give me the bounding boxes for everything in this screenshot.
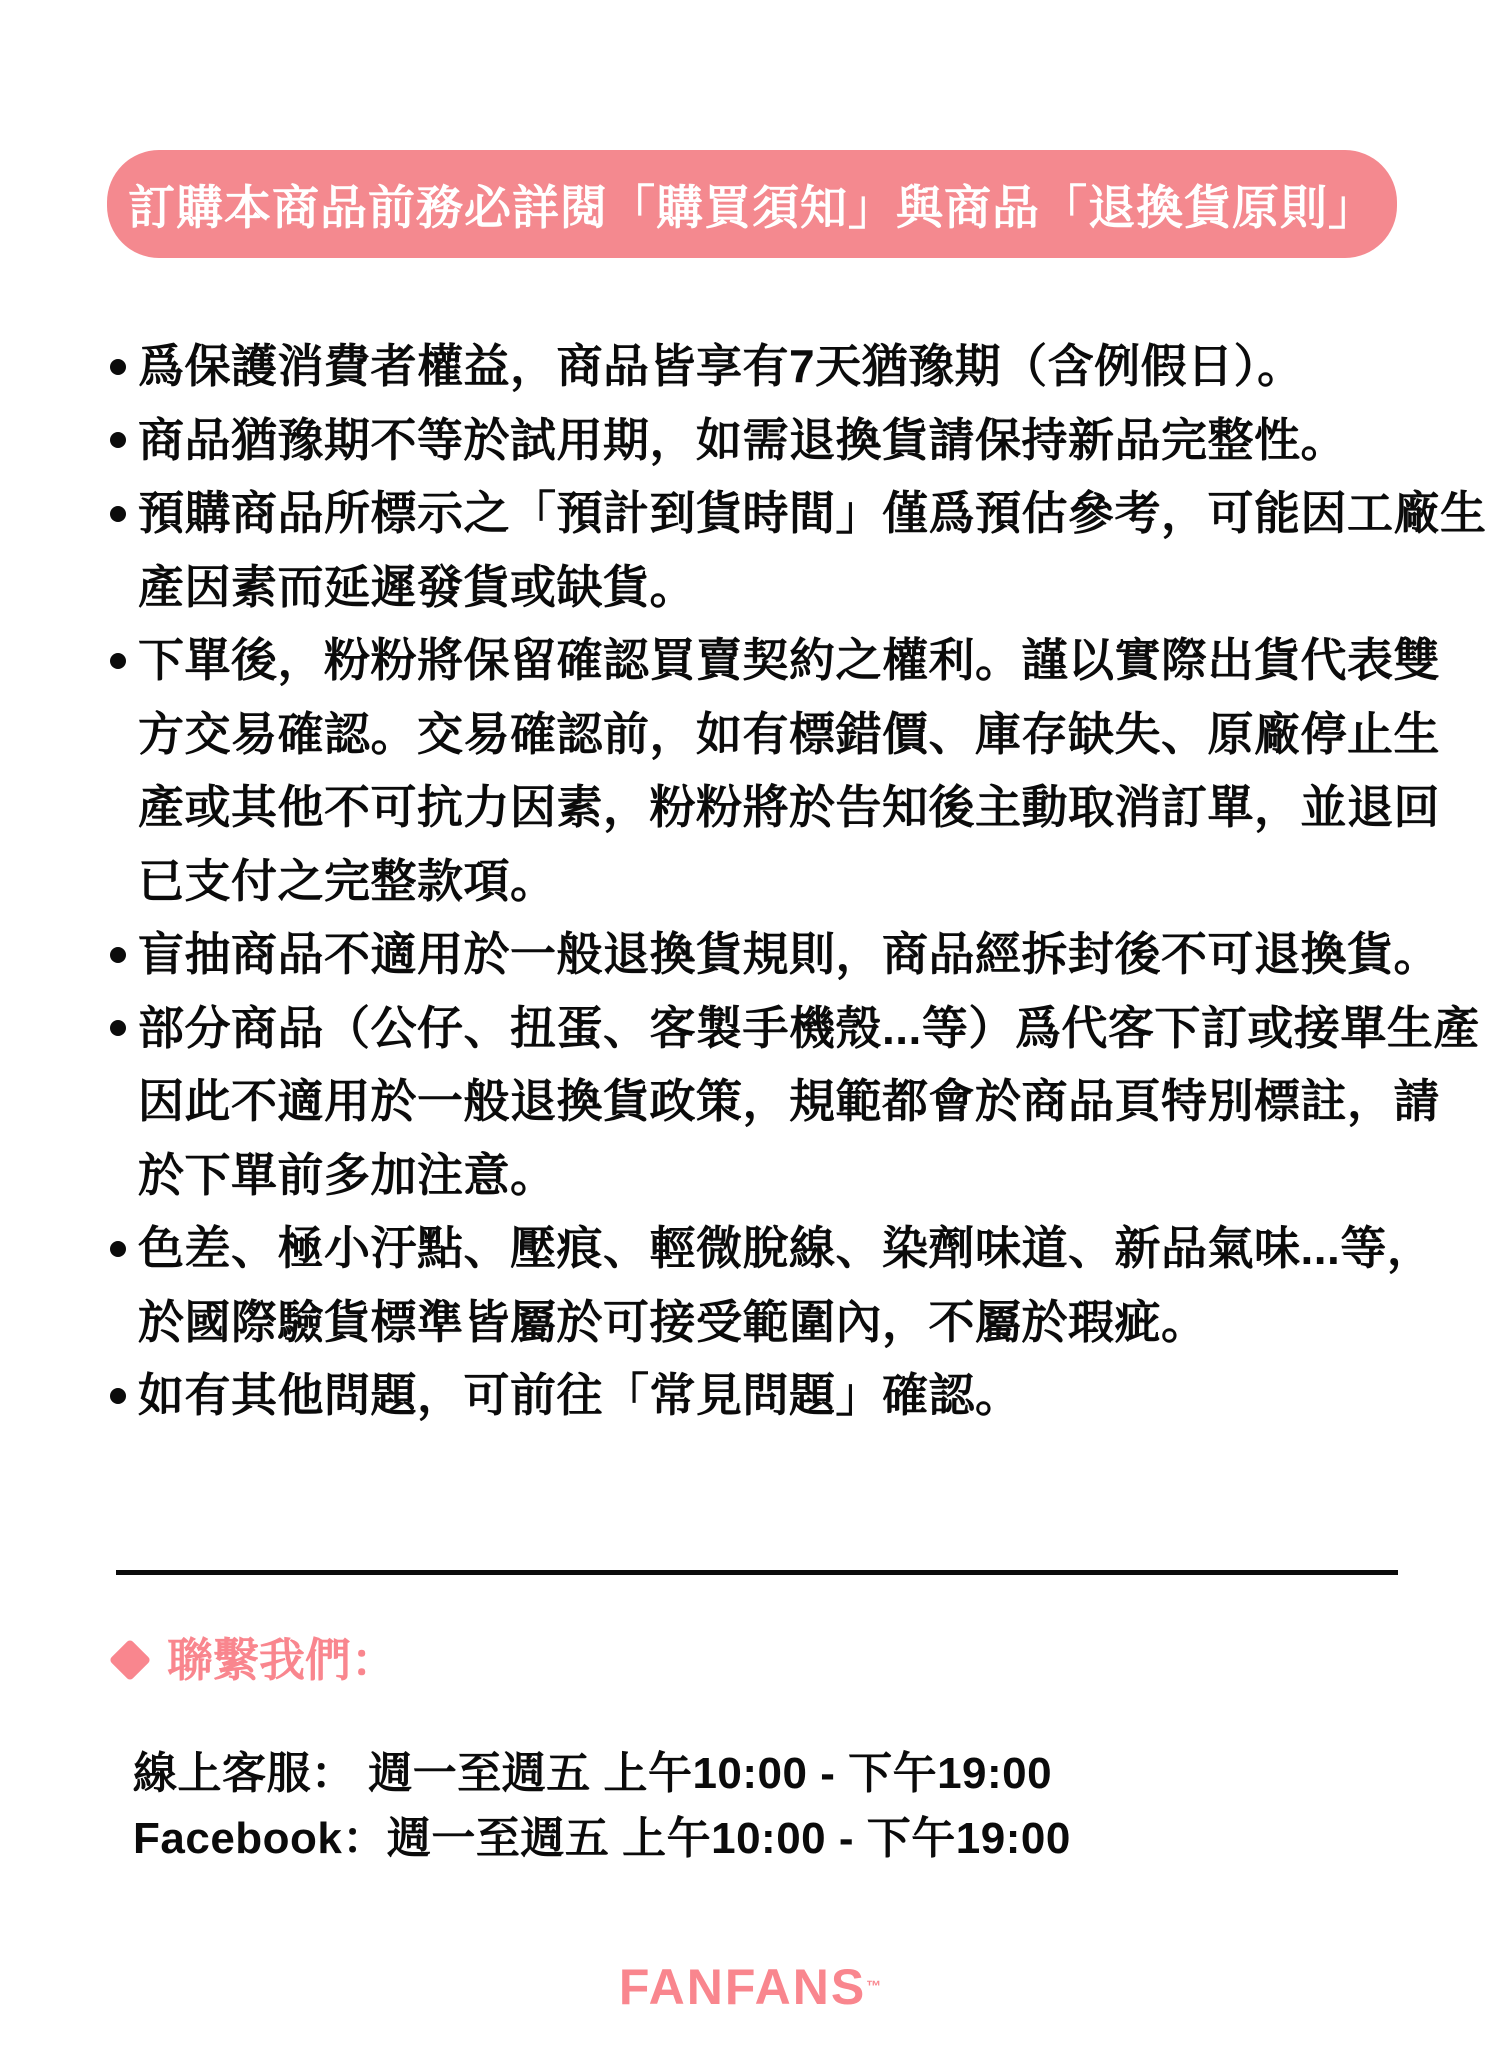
- term-line: [138, 404, 1500, 478]
- term-line: [138, 330, 1500, 404]
- bullet-dot-icon: [110, 1020, 126, 1036]
- term-text: 因此不適用於一般退換貨政策，規範都會於商品頁特別標註，請: [138, 1075, 1440, 1127]
- term-text: 盲抽商品不適用於一般退換貨規則，商品經拆封後不可退換貨。: [138, 928, 1440, 980]
- term-line: [138, 1359, 1500, 1433]
- term-text: 如有其他問題，可前往「常見問題」確認。: [138, 1369, 1022, 1421]
- term-line-continuation: [138, 1065, 1500, 1139]
- term-text: 預購商品所標示之「預計到貨時間」僅爲預估參考，可能因工廠生: [138, 487, 1487, 539]
- term-text: 下單後，粉粉將保留確認買賣契約之權利。謹以實際出貨代表雙: [138, 634, 1440, 686]
- term-line-continuation: [138, 551, 1500, 625]
- term-line: [138, 624, 1500, 698]
- contact-line-facebook: Facebook：週一至週五 上午10:00 - 下午19:00: [133, 1814, 1071, 1863]
- bullet-dot-icon: [110, 653, 126, 669]
- term-text: 已支付之完整款項。: [138, 854, 557, 907]
- term-text: 產因素而延遲發貨或缺貨。: [138, 560, 696, 613]
- fanfans-logo: [0, 1959, 1500, 2015]
- term-line: [138, 992, 1500, 1066]
- notice-banner-text: 訂購本商品前務必詳閱「購買須知」與商品「退換貨原則」: [128, 180, 1376, 234]
- bullet-dot-icon: [110, 1241, 126, 1257]
- terms-list: [0, 330, 1500, 1433]
- term-line-continuation: [138, 1286, 1500, 1360]
- contact-heading-text: 聯繫我們：: [167, 1634, 397, 1686]
- term-line: [138, 918, 1500, 992]
- term-text: 商品猶豫期不等於試用期，如需退換貨請保持新品完整性。: [138, 413, 1347, 466]
- term-line: [138, 1212, 1500, 1286]
- term-line-continuation: [138, 1139, 1500, 1213]
- term-text: 於下單前多加注意。: [138, 1148, 557, 1201]
- term-text: 部分商品（公仔、扭蛋、客製手機殼...等）爲代客下訂或接單生產: [138, 1001, 1480, 1054]
- bullet-dot-icon: [110, 506, 126, 522]
- term-text: 於國際驗貨標準皆屬於可接受範圍內，不屬於瑕疵。: [138, 1295, 1208, 1348]
- term-line-continuation: [138, 698, 1500, 772]
- bullet-dot-icon: [110, 359, 126, 375]
- contact-line-customer-service: 線上客服： 週一至週五 上午10:00 - 下午19:00: [133, 1749, 1053, 1798]
- contact-info: [133, 1741, 1071, 1871]
- bullet-dot-icon: [110, 432, 126, 448]
- trademark-symbol: ™: [866, 1978, 882, 1995]
- notice-banner: [107, 150, 1397, 258]
- term-line-continuation: [138, 845, 1500, 919]
- term-text: 方交易確認。交易確認前，如有標錯價、庫存缺失、原廠停止生: [138, 707, 1440, 760]
- bullet-dot-icon: [110, 947, 126, 963]
- section-divider: [116, 1570, 1398, 1575]
- contact-heading: [115, 1630, 397, 1690]
- term-line-continuation: [138, 771, 1500, 845]
- fanfans-logo-text: FANFANS: [618, 1959, 867, 2015]
- term-line: [138, 477, 1500, 551]
- term-text: 爲保護消費者權益，商品皆享有7天猶豫期（含例假日）。: [138, 340, 1304, 392]
- term-text: 色差、極小汙點、壓痕、輕微脫線、染劑味道、新品氣味...等，: [138, 1222, 1434, 1274]
- bullet-dot-icon: [110, 1388, 126, 1404]
- term-text: 產或其他不可抗力因素，粉粉將於告知後主動取消訂單，並退回: [138, 781, 1440, 833]
- diamond-icon: [109, 1639, 151, 1681]
